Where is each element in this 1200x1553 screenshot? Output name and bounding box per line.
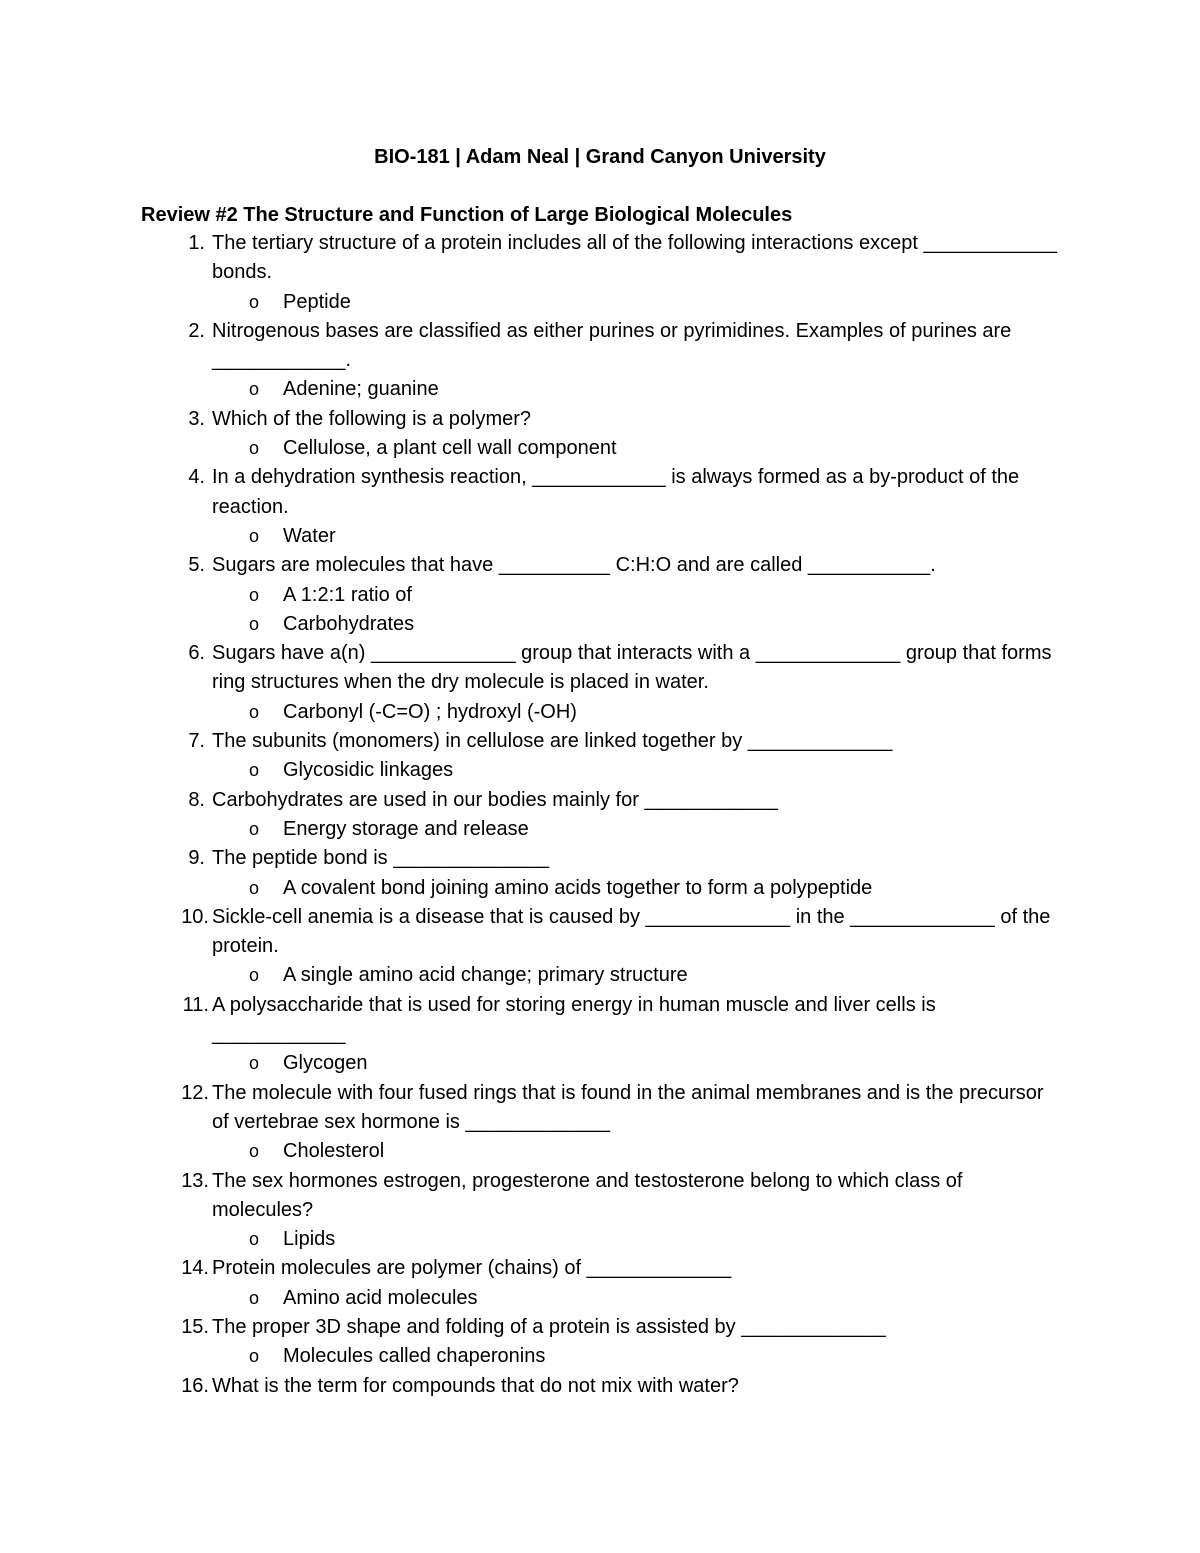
question-item bbox=[141, 903, 1061, 991]
answer-list bbox=[212, 756, 1061, 785]
answer-text: Carbohydrates bbox=[283, 612, 415, 635]
circle-bullet-icon: o bbox=[249, 379, 260, 400]
question-number: 10. bbox=[181, 905, 209, 928]
question-text: Nitrogenous bases are classified as either purines or pyrimidines. Examples of purines are ____________. bbox=[212, 319, 1012, 372]
answer-list bbox=[212, 1225, 1061, 1254]
answer-text: Adenine; guanine bbox=[283, 378, 439, 401]
answer-list bbox=[212, 522, 1061, 551]
answer-item bbox=[212, 522, 1061, 551]
question-number: 8. bbox=[188, 788, 205, 811]
answer-item bbox=[212, 288, 1061, 317]
question-item bbox=[141, 229, 1061, 317]
question-number: 6. bbox=[188, 642, 205, 665]
course-header: BIO-181 | Adam Neal | Grand Canyon University bbox=[374, 146, 826, 168]
question-number: 13. bbox=[181, 1169, 209, 1192]
question-text: What is the term for compounds that do not mix with water? bbox=[212, 1374, 739, 1397]
answer-item bbox=[212, 698, 1061, 727]
circle-bullet-icon: o bbox=[249, 1141, 260, 1162]
question-number: 15. bbox=[181, 1315, 209, 1338]
question-item bbox=[141, 1372, 1061, 1401]
answer-text: Cholesterol bbox=[283, 1140, 385, 1163]
answer-item bbox=[212, 1049, 1061, 1078]
answer-text: Molecules called chaperonins bbox=[283, 1345, 546, 1368]
circle-bullet-icon: o bbox=[249, 1287, 260, 1308]
question-text: Sugars are molecules that have __________ C:H:O and are called ___________. bbox=[212, 554, 936, 577]
answer-text: Water bbox=[283, 524, 336, 547]
question-number: 9. bbox=[188, 847, 205, 870]
answer-item bbox=[212, 610, 1061, 639]
circle-bullet-icon: o bbox=[249, 1053, 260, 1074]
answer-item bbox=[212, 1137, 1061, 1166]
question-number: 1. bbox=[188, 232, 205, 254]
answer-text: A single amino acid change; primary structure bbox=[283, 964, 688, 987]
question-text: The peptide bond is ______________ bbox=[212, 847, 549, 870]
question-number: 2. bbox=[188, 319, 205, 342]
answer-item bbox=[212, 874, 1061, 903]
answer-item bbox=[212, 1225, 1061, 1254]
circle-bullet-icon: o bbox=[249, 760, 260, 781]
answer-text: Glycosidic linkages bbox=[283, 759, 454, 782]
answer-item bbox=[212, 961, 1061, 990]
answer-list bbox=[212, 1342, 1061, 1371]
question-number: 7. bbox=[188, 730, 205, 753]
answer-list bbox=[212, 961, 1061, 990]
question-item bbox=[141, 844, 1061, 903]
answer-list bbox=[212, 288, 1061, 317]
question-number: 16. bbox=[181, 1374, 209, 1397]
question-text: The subunits (monomers) in cellulose are linked together by _____________ bbox=[212, 730, 893, 753]
question-item bbox=[141, 727, 1061, 786]
answer-item bbox=[212, 375, 1061, 404]
question-text: In a dehydration synthesis reaction, ____________ is always formed as a by-product of the reaction. bbox=[212, 466, 1020, 518]
question-number: 14. bbox=[181, 1257, 209, 1280]
answer-list bbox=[212, 1284, 1061, 1313]
question-text: The proper 3D shape and folding of a protein is assisted by _____________ bbox=[212, 1315, 886, 1338]
answer-text: Amino acid molecules bbox=[283, 1286, 478, 1309]
question-text: Protein molecules are polymer (chains) of _____________ bbox=[212, 1257, 732, 1280]
answer-text: Lipids bbox=[283, 1228, 336, 1251]
review-title: Review #2 The Structure and Function of Large Biological Molecules bbox=[141, 204, 793, 226]
question-text: Which of the following is a polymer? bbox=[212, 407, 532, 430]
question-number: 12. bbox=[181, 1081, 209, 1104]
question-number: 3. bbox=[188, 407, 205, 430]
answer-text: Cellulose, a plant cell wall component bbox=[283, 437, 617, 460]
question-text: The sex hormones estrogen, progesterone and testosterone belong to which class of molecules? bbox=[212, 1169, 963, 1221]
question-item bbox=[141, 1079, 1061, 1167]
circle-bullet-icon: o bbox=[249, 525, 260, 546]
circle-bullet-icon: o bbox=[249, 613, 260, 634]
answer-item bbox=[212, 815, 1061, 844]
circle-bullet-icon: o bbox=[249, 438, 260, 459]
question-item bbox=[141, 463, 1061, 551]
question-number: 11. bbox=[182, 993, 209, 1016]
question-item bbox=[141, 551, 1061, 639]
answer-text: Peptide bbox=[283, 290, 351, 313]
answer-list bbox=[212, 1049, 1061, 1078]
answer-text: Glycogen bbox=[283, 1052, 368, 1075]
question-item bbox=[141, 1254, 1061, 1313]
question-item bbox=[141, 405, 1061, 464]
answer-text: A 1:2:1 ratio of bbox=[283, 583, 412, 606]
circle-bullet-icon: o bbox=[249, 1346, 260, 1367]
answer-list bbox=[212, 375, 1061, 404]
question-text: The tertiary structure of a protein includes all of the following interactions except ____________ bonds. bbox=[212, 232, 1057, 284]
question-item bbox=[141, 1313, 1061, 1372]
answer-text: A covalent bond joining amino acids together to form a polypeptide bbox=[283, 876, 873, 899]
question-number: 4. bbox=[188, 466, 205, 489]
circle-bullet-icon: o bbox=[249, 877, 260, 898]
question-list bbox=[141, 229, 1061, 1401]
answer-text: Energy storage and release bbox=[283, 817, 529, 840]
question-text: Carbohydrates are used in our bodies mainly for ____________ bbox=[212, 788, 778, 811]
question-text: Sickle-cell anemia is a disease that is caused by _____________ in the _____________ of the protein. bbox=[212, 905, 1051, 958]
question-text: The molecule with four fused rings that is found in the animal membranes and is the precursor of vertebrae sex hormone is _____________ bbox=[212, 1081, 1044, 1133]
circle-bullet-icon: o bbox=[249, 1229, 260, 1250]
circle-bullet-icon: o bbox=[249, 584, 260, 605]
circle-bullet-icon: o bbox=[249, 818, 260, 839]
circle-bullet-icon: o bbox=[249, 701, 260, 722]
answer-list bbox=[212, 581, 1061, 640]
circle-bullet-icon: o bbox=[249, 965, 260, 986]
question-item bbox=[141, 317, 1061, 405]
question-text: A polysaccharide that is used for storing energy in human muscle and liver cells is ____________ bbox=[212, 993, 936, 1046]
answer-list bbox=[212, 434, 1061, 463]
question-item bbox=[141, 786, 1061, 845]
answer-list bbox=[212, 874, 1061, 903]
answer-item bbox=[212, 1342, 1061, 1371]
answer-list bbox=[212, 815, 1061, 844]
answer-item bbox=[212, 581, 1061, 610]
answer-item bbox=[212, 756, 1061, 785]
question-number: 5. bbox=[188, 554, 205, 577]
question-item bbox=[141, 991, 1061, 1079]
question-item bbox=[141, 1167, 1061, 1255]
answer-item bbox=[212, 1284, 1061, 1313]
question-text: Sugars have a(n) _____________ group that interacts with a _____________ group that forms ring structures when the dry molecule is placed in water. bbox=[212, 642, 1052, 694]
question-item bbox=[141, 639, 1061, 727]
answer-list bbox=[212, 1137, 1061, 1166]
answer-list bbox=[212, 698, 1061, 727]
answer-item bbox=[212, 434, 1061, 463]
answer-text: Carbonyl (-C=O) ; hydroxyl (-OH) bbox=[283, 700, 577, 723]
circle-bullet-icon: o bbox=[249, 291, 260, 312]
